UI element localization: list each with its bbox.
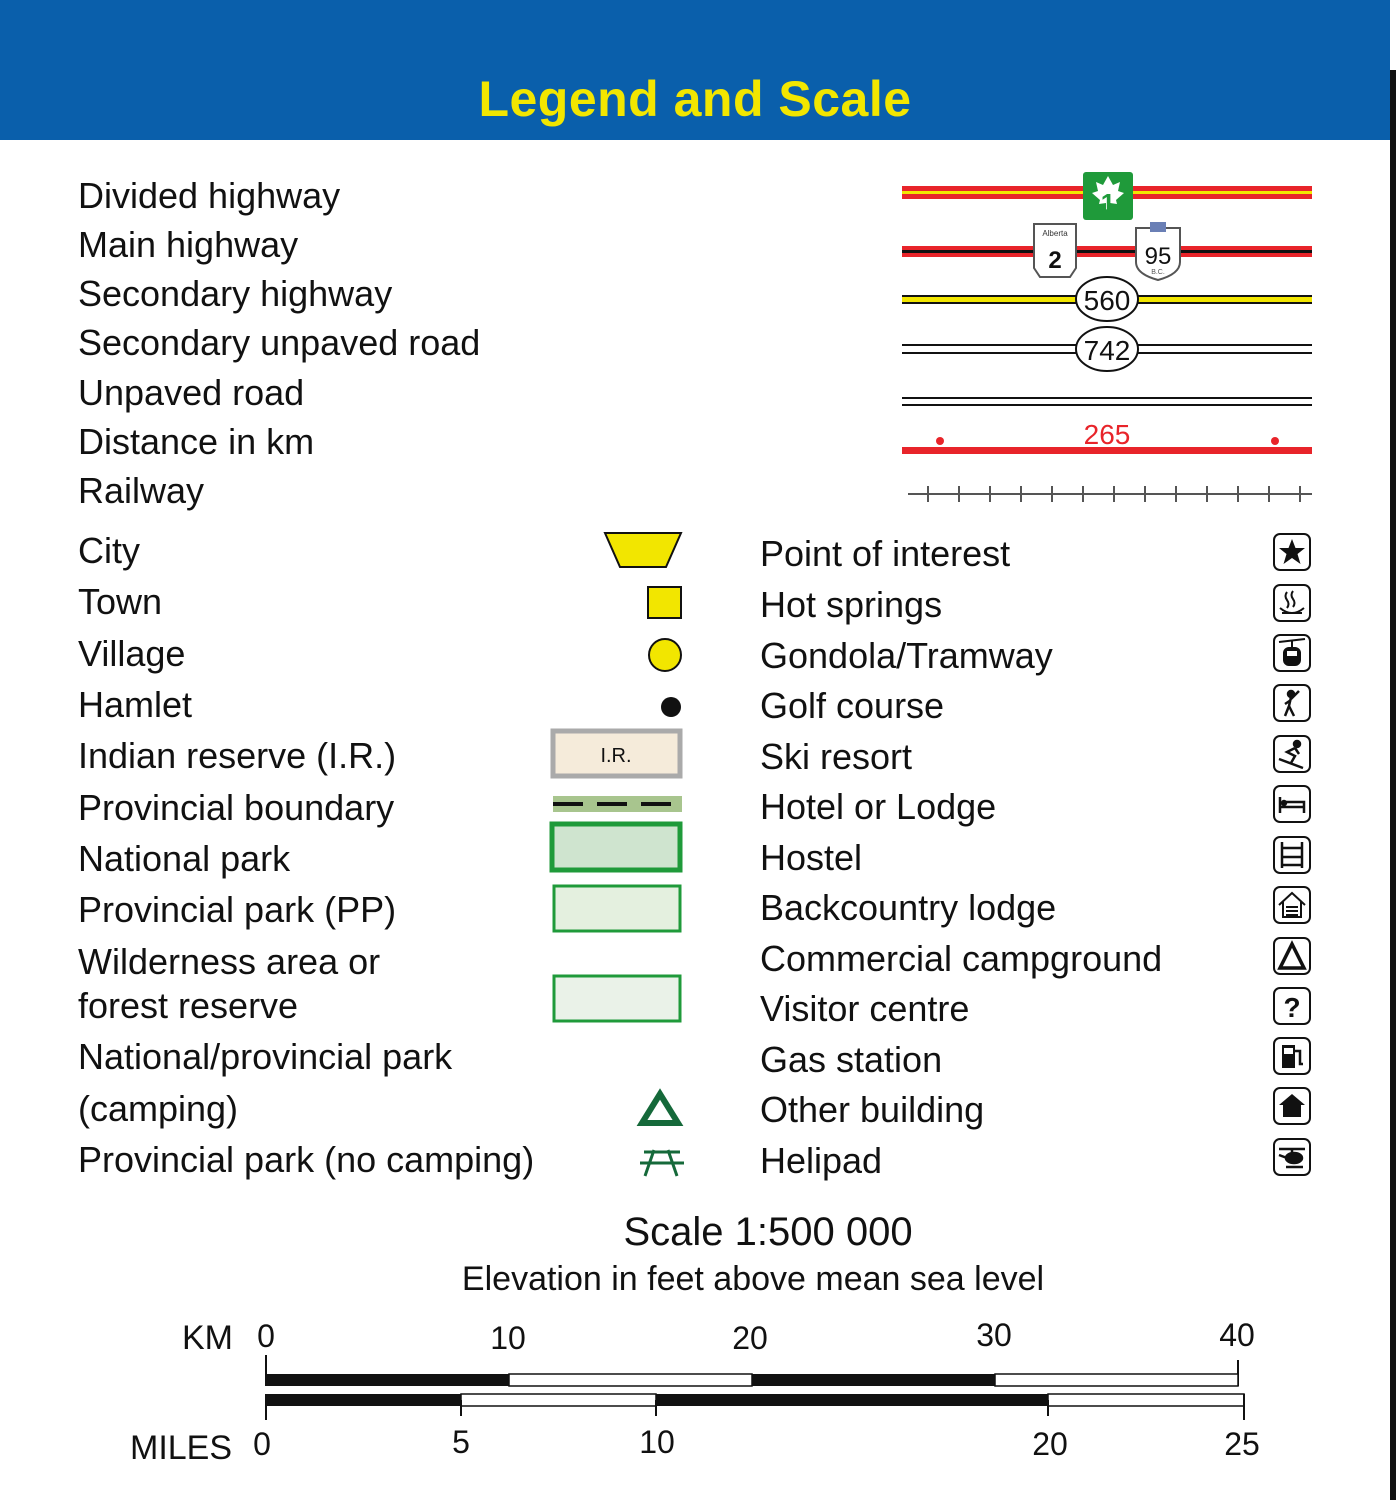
miles-label: MILES [130,1429,233,1467]
svg-text:2: 2 [1048,247,1062,274]
label-national-provincial-park: National/provincial park [78,1036,453,1077]
svg-text:95: 95 [1144,243,1172,270]
svg-text:?: ? [1283,992,1301,1023]
label-hamlet: Hamlet [78,684,193,725]
svg-text:I.R.: I.R. [600,745,632,767]
svg-text:1: 1 [1100,188,1116,218]
elevation-note: Elevation in feet above mean sea level [461,1260,1045,1298]
svg-text:265: 265 [1083,419,1131,450]
km-scale-bar [266,1355,1238,1386]
label-secondary-unpaved-road: Secondary unpaved road [78,322,481,363]
label-forest-reserve: forest reserve [78,985,299,1026]
scale-title: Scale 1:500 000 [623,1210,913,1254]
label-golf-course: Golf course [760,685,945,726]
label-town: Town [78,581,163,622]
label-unpaved-road: Unpaved road [78,372,305,413]
km-tick-label: 30 [976,1317,1012,1353]
label-point-of-interest: Point of interest [760,533,1011,574]
label-railway: Railway [78,470,205,511]
label-provincial-boundary: Provincial boundary [78,787,395,828]
label-ski-resort: Ski resort [760,736,913,777]
label-distance-km: Distance in km [78,421,315,462]
km-tick-label: 0 [257,1318,275,1354]
label-provincial-park: Provincial park (PP) [78,889,397,930]
label-backcountry-lodge: Backcountry lodge [760,887,1057,928]
km-tick-label: 40 [1219,1317,1255,1353]
label-commercial-campground: Commercial campground [760,938,1163,979]
label-divided-highway: Divided highway [78,175,341,216]
label-secondary-highway: Secondary highway [78,273,393,314]
label-gondola: Gondola/Tramway [760,635,1053,676]
label-visitor-centre: Visitor centre [760,988,970,1029]
miles-tick-label: 10 [639,1424,675,1460]
km-label: KM [182,1319,233,1357]
label-provincial-park-no-camping: Provincial park (no camping) [78,1139,535,1180]
label-national-park: National park [78,838,291,879]
svg-text:560: 560 [1083,285,1131,316]
label-other-building: Other building [760,1089,985,1130]
miles-tick-label: 25 [1224,1426,1260,1462]
svg-text:742: 742 [1083,335,1131,366]
label-hostel: Hostel [760,837,863,878]
svg-text:Alberta: Alberta [1042,229,1068,238]
label-camping: (camping) [78,1088,239,1129]
legend-title: Legend and Scale [478,71,912,127]
km-tick-label: 10 [490,1320,526,1356]
label-hotel-lodge: Hotel or Lodge [760,786,997,827]
label-city: City [78,530,140,571]
label-main-highway: Main highway [78,224,299,265]
label-wilderness-area: Wilderness area or [78,941,381,982]
miles-tick-label: 5 [452,1424,470,1460]
miles-scale-bar [266,1394,1244,1420]
label-helipad: Helipad [760,1140,883,1181]
km-tick-label: 20 [732,1320,768,1356]
svg-text:B.C.: B.C. [1151,269,1165,276]
label-gas-station: Gas station [760,1039,943,1080]
label-indian-reserve: Indian reserve (I.R.) [78,735,397,776]
label-hot-springs: Hot springs [760,584,943,625]
miles-tick-label: 20 [1032,1426,1068,1462]
label-village: Village [78,633,186,674]
miles-tick-label: 0 [253,1426,271,1462]
